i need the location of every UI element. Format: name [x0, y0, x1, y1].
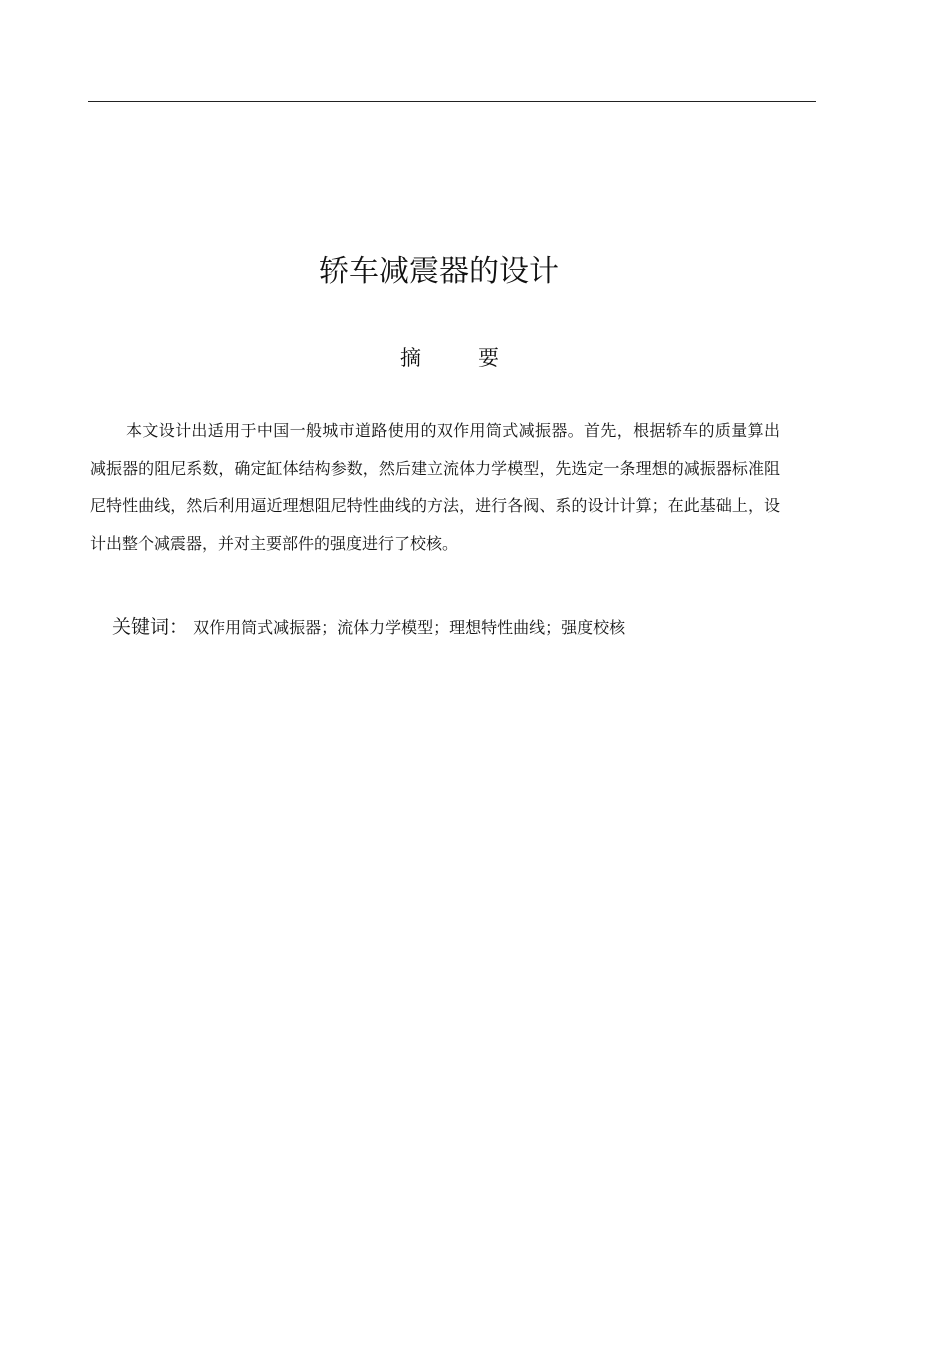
- header-rule: [88, 101, 816, 102]
- abstract-heading: [400, 342, 520, 374]
- abstract-heading-char-1: 摘: [400, 346, 421, 370]
- keywords-line: [112, 610, 812, 645]
- keywords-text: 双作用筒式减振器；流体力学模型；理想特性曲线；强度校核: [193, 618, 626, 637]
- document-title: 轿车减震器的设计: [319, 254, 559, 289]
- abstract-heading-char-2: 要: [478, 346, 499, 370]
- abstract-body: 本文设计出适用于中国一般城市道路使用的双作用筒式减振器。首先，根据轿车的质量算出减振器的阻尼系数，确定缸体结构参数，然后建立流体力学模型，先选定一条理想的减振器标准阻尼特性曲线，然后利用逼近理想阻尼特性曲线的方法，进行各阀、系的设计计算；在此基础上，设计出整个减震器，并对主要部件的强度进行了校核。: [90, 421, 780, 553]
- keywords-label: 关键词：: [112, 616, 189, 638]
